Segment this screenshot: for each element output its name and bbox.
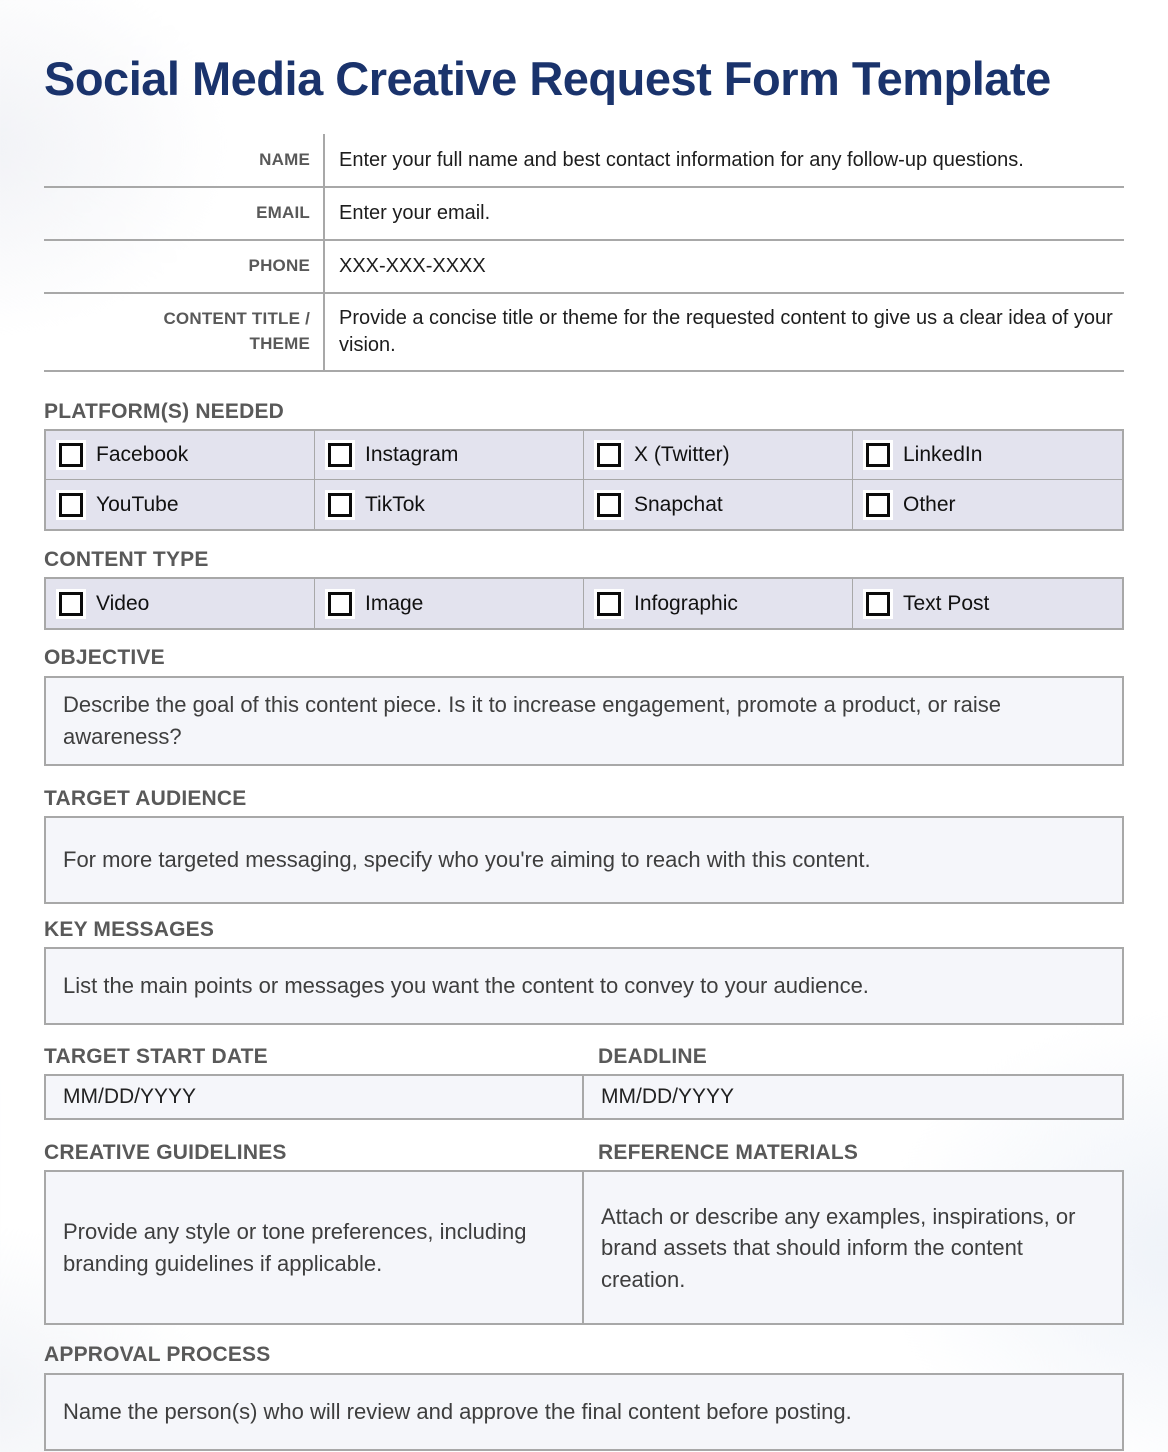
- checkbox-icon[interactable]: [59, 592, 83, 616]
- table-row: [44, 241, 1124, 294]
- platform-option-tiktok[interactable]: [315, 480, 584, 529]
- platform-option-x-twitter[interactable]: [584, 431, 853, 480]
- guidelines-headings: [44, 1140, 1124, 1165]
- checkbox-icon[interactable]: [866, 443, 890, 467]
- creative-guidelines-placeholder: Provide any style or tone preferences, including branding guidelines if applicable.: [63, 1219, 527, 1276]
- deadline-heading: DEADLINE: [598, 1044, 707, 1068]
- option-label: Text Post: [903, 591, 990, 615]
- platform-option-linkedin[interactable]: [853, 431, 1122, 480]
- platforms-grid: [44, 429, 1124, 531]
- approval-process-heading: APPROVAL PROCESS: [44, 1343, 271, 1367]
- platforms-heading: PLATFORM(S) NEEDED: [44, 400, 285, 424]
- checkbox-icon[interactable]: [866, 493, 890, 517]
- guidelines-row: [44, 1170, 1124, 1325]
- start-date-field[interactable]: MM/DD/YYYY: [46, 1076, 584, 1118]
- email-field[interactable]: Enter your email.: [339, 202, 491, 225]
- phone-label: PHONE: [44, 241, 325, 292]
- platform-option-instagram[interactable]: [315, 431, 584, 480]
- content-type-grid: [44, 577, 1124, 630]
- option-label: Facebook: [96, 443, 189, 467]
- option-label: Video: [96, 591, 150, 615]
- option-label: Other: [903, 492, 956, 516]
- dates-row: [44, 1074, 1124, 1120]
- creative-guidelines-heading: CREATIVE GUIDELINES: [44, 1141, 287, 1165]
- phone-field[interactable]: XXX-XXX-XXXX: [339, 255, 486, 278]
- reference-materials-heading: REFERENCE MATERIALS: [598, 1141, 859, 1165]
- checkbox-icon[interactable]: [328, 443, 352, 467]
- option-label: LinkedIn: [903, 443, 983, 467]
- reference-materials-field[interactable]: [584, 1172, 1122, 1323]
- option-label: Instagram: [365, 443, 459, 467]
- objective-placeholder: Describe the goal of this content piece. Is it to increase engagement, promote a product, or raise awareness?: [63, 692, 1001, 749]
- name-field[interactable]: Enter your full name and best contact information for any follow-up questions.: [339, 148, 1024, 171]
- approval-process-field[interactable]: [44, 1373, 1124, 1451]
- checkbox-icon[interactable]: [59, 443, 83, 467]
- option-label: X (Twitter): [634, 443, 730, 467]
- target-audience-heading: TARGET AUDIENCE: [44, 786, 247, 810]
- checkbox-icon[interactable]: [597, 493, 621, 517]
- table-row: [44, 188, 1124, 241]
- creative-guidelines-field[interactable]: [46, 1172, 584, 1323]
- content-type-option-image[interactable]: [315, 579, 584, 628]
- dates-headings: [44, 1044, 1124, 1069]
- name-label: NAME: [44, 134, 325, 186]
- key-messages-heading: KEY MESSAGES: [44, 917, 215, 941]
- objective-heading: OBJECTIVE: [44, 646, 165, 670]
- email-label: EMAIL: [44, 188, 325, 239]
- checkbox-icon[interactable]: [59, 493, 83, 517]
- start-date-heading: TARGET START DATE: [44, 1044, 268, 1068]
- contact-table: [44, 134, 1124, 372]
- content-type-heading: CONTENT TYPE: [44, 548, 209, 572]
- form-page: [44, 52, 1124, 1451]
- target-audience-placeholder: For more targeted messaging, specify who you're aiming to reach with this content.: [63, 847, 871, 873]
- objective-field[interactable]: [44, 676, 1124, 766]
- approval-process-placeholder: Name the person(s) who will review and approve the final content before posting.: [63, 1398, 852, 1424]
- content-type-option-text-post[interactable]: [853, 579, 1122, 628]
- platform-option-youtube[interactable]: [46, 480, 315, 529]
- checkbox-icon[interactable]: [328, 493, 352, 517]
- table-row: [44, 134, 1124, 188]
- option-label: Infographic: [634, 591, 738, 615]
- content-type-option-video[interactable]: [46, 579, 315, 628]
- page-title: Social Media Creative Request Form Template: [44, 52, 1051, 105]
- option-label: Snapchat: [634, 492, 723, 516]
- option-label: TikTok: [365, 492, 425, 516]
- target-audience-field[interactable]: [44, 816, 1124, 904]
- checkbox-icon[interactable]: [597, 443, 621, 467]
- platform-option-facebook[interactable]: [46, 431, 315, 480]
- checkbox-icon[interactable]: [328, 592, 352, 616]
- checkbox-icon[interactable]: [597, 592, 621, 616]
- option-label: YouTube: [96, 492, 179, 516]
- table-row: [44, 294, 1124, 372]
- option-label: Image: [365, 591, 424, 615]
- platform-option-snapchat[interactable]: [584, 480, 853, 529]
- deadline-field[interactable]: MM/DD/YYYY: [601, 1085, 735, 1109]
- key-messages-placeholder: List the main points or messages you want the content to convey to your audience.: [63, 973, 869, 999]
- platform-option-other[interactable]: [853, 480, 1122, 529]
- checkbox-icon[interactable]: [866, 592, 890, 616]
- content-title-field[interactable]: Provide a concise title or theme for the requested content to give us a clear idea of your vision.: [339, 307, 1113, 357]
- reference-materials-placeholder: Attach or describe any examples, inspirations, or brand assets that should inform the content creation.: [601, 1203, 1076, 1292]
- key-messages-field[interactable]: [44, 947, 1124, 1025]
- content-type-option-infographic[interactable]: [584, 579, 853, 628]
- content-title-label: CONTENT TITLE / THEME: [44, 294, 325, 370]
